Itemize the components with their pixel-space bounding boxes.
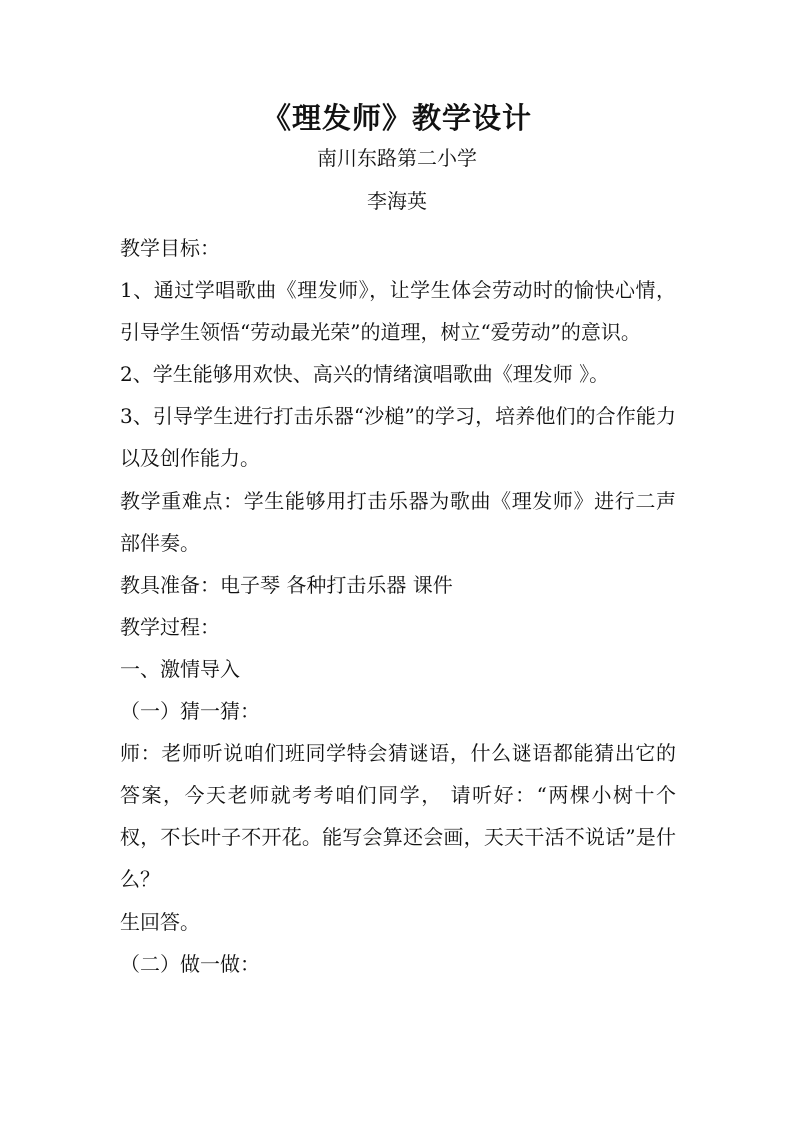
key-points: 教学重难点：学生能够用打击乐器为歌曲《理发师》进行二声部伴奏。 [120, 488, 676, 555]
teacher-riddle: 师：老师听说咱们班同学特会猜谜语，什么谜语都能猜出它的答案，今天老师就考考咱们同学， 请听好：“两棵小树十个杈，不长叶子不开花。能写会算还会画，天天干活不说话”是什么？ [120, 741, 676, 892]
document-body [120, 227, 676, 985]
section-heading-objectives: 教学目标： [120, 236, 220, 260]
document-title: 《理发师》教学设计 [261, 101, 532, 135]
step-1-heading: 一、激情导入 [120, 656, 240, 681]
school-name: 南川东路第二小学 [317, 146, 477, 170]
author-name: 李海英 [367, 189, 427, 213]
objective-1: 1、通过学唱歌曲《理发师》，让学生体会劳动时的愉快心情，引导学生领悟“劳动最光荣”的道理，树立“爱劳动”的意识。 [120, 278, 676, 345]
substep-guess-heading: （一）猜一猜： [120, 699, 260, 724]
section-heading-process: 教学过程： [120, 614, 220, 639]
teaching-materials: 教具准备：电子琴 各种打击乐器 课件 [120, 572, 453, 597]
objective-2: 2、学生能够用欢快、高兴的情绪演唱歌曲《理发师 》。 [120, 362, 610, 387]
substep-do-heading: （二）做一做： [120, 951, 260, 976]
student-answer: 生回答。 [120, 909, 200, 934]
objective-3: 3、引导学生进行打击乐器“沙槌”的学习，培养他们的合作能力以及创作能力。 [120, 404, 676, 471]
